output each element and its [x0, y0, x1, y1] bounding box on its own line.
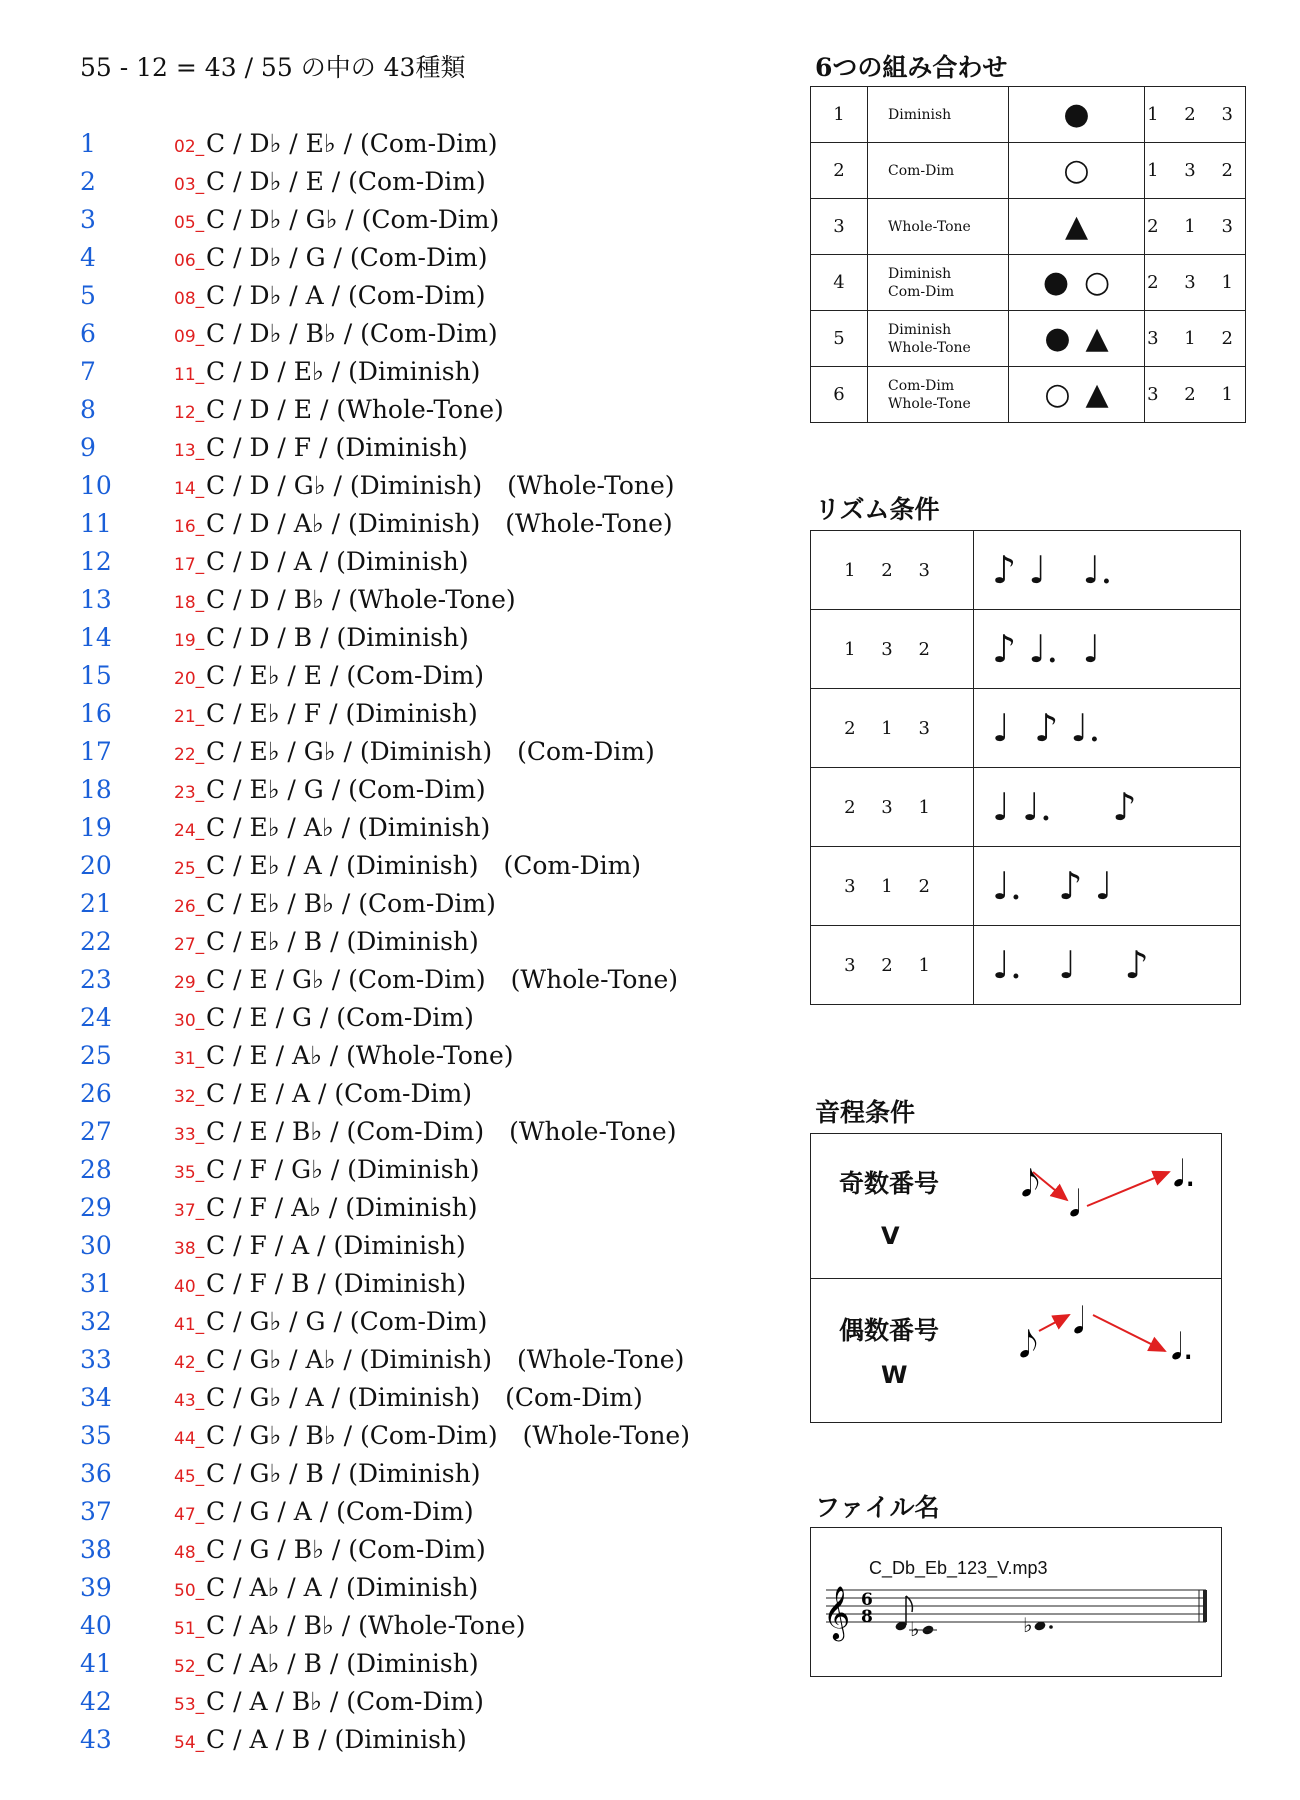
combo-order: 2 3 1 — [1145, 255, 1246, 311]
rhythm-heading: リズム条件 — [815, 495, 940, 524]
item-code: 03_ — [174, 175, 205, 195]
item-code: 45_ — [174, 1467, 205, 1487]
item-chord: C / A♭ / A / (Diminish) — [206, 1573, 479, 1602]
combo-scales — [868, 87, 1009, 143]
item-number: 23 — [80, 965, 112, 994]
item-chord: C / E♭ / G♭ / (Diminish) (Com-Dim) — [206, 737, 655, 766]
item-number: 9 — [80, 433, 96, 462]
item-chord: C / D♭ / E♭ / (Com-Dim) — [206, 129, 498, 158]
item-code: 33_ — [174, 1125, 205, 1145]
item-code: 35_ — [174, 1163, 205, 1183]
item-chord: C / F / A / (Diminish) — [206, 1231, 466, 1260]
item-chord: C / F / A♭ / (Diminish) — [206, 1193, 478, 1222]
item-number: 38 — [80, 1535, 112, 1564]
item-number: 11 — [80, 509, 112, 538]
rhythm-notes: ♩ ♩. ♪ — [974, 768, 1241, 847]
item-code: 47_ — [174, 1505, 205, 1525]
combo-symbols: ● ○ — [1009, 255, 1145, 311]
combo-symbols: ○ — [1009, 143, 1145, 199]
combo-scale: Com-Dim — [888, 283, 955, 300]
odd-contour-diagram — [811, 1134, 1221, 1277]
even-section — [811, 1278, 1221, 1422]
rhythm-notes: ♩ ♪ ♩. — [974, 689, 1241, 768]
item-chord: C / D♭ / E / (Com-Dim) — [206, 167, 486, 196]
item-number: 34 — [80, 1383, 112, 1412]
combo-scales — [868, 143, 1009, 199]
item-number: 6 — [80, 319, 96, 348]
item-chord: C / E♭ / F / (Diminish) — [206, 699, 478, 728]
item-number: 1 — [80, 129, 96, 158]
item-number: 15 — [80, 661, 112, 690]
item-chord: C / D / A / (Diminish) — [206, 547, 469, 576]
item-code: 05_ — [174, 213, 205, 233]
combos-heading: 6つの組み合わせ — [815, 53, 1008, 82]
item-number: 18 — [80, 775, 112, 804]
item-chord: C / G♭ / B♭ / (Com-Dim) (Whole-Tone) — [206, 1421, 690, 1450]
item-code: 50_ — [174, 1581, 205, 1601]
svg-text:𝅘𝅥𝅮: 𝅘𝅥𝅮 — [1021, 1164, 1040, 1205]
svg-text:𝅘𝅥.: 𝅘𝅥. — [1173, 1154, 1196, 1195]
odd-section — [811, 1134, 1221, 1277]
item-code: 16_ — [174, 517, 205, 537]
item-number: 43 — [80, 1725, 112, 1754]
item-chord: C / E♭ / B♭ / (Com-Dim) — [206, 889, 496, 918]
combo-scale: Com-Dim — [888, 162, 955, 179]
item-chord: C / D / G♭ / (Diminish) (Whole-Tone) — [206, 471, 675, 500]
odd-code: V — [881, 1222, 900, 1250]
item-number: 33 — [80, 1345, 112, 1374]
svg-text:♭: ♭ — [910, 1617, 920, 1641]
combo-number: 1 — [811, 87, 868, 143]
item-number: 10 — [80, 471, 112, 500]
combo-scales — [868, 367, 1009, 423]
rhythm-notes: ♩. ♪ ♩ — [974, 847, 1241, 926]
rhythm-row — [811, 768, 1241, 847]
item-chord: C / D♭ / A / (Com-Dim) — [206, 281, 486, 310]
item-number: 39 — [80, 1573, 112, 1602]
rhythm-table — [810, 530, 1241, 1005]
item-chord: C / E♭ / B / (Diminish) — [206, 927, 479, 956]
item-code: 52_ — [174, 1657, 205, 1677]
combo-scale: Com-Dim — [888, 377, 955, 394]
rhythm-order: 2 3 1 — [811, 768, 974, 847]
item-code: 09_ — [174, 327, 205, 347]
rhythm-row — [811, 689, 1241, 768]
item-chord: C / E♭ / A♭ / (Diminish) — [206, 813, 491, 842]
rhythm-notes: ♪ ♩ ♩. — [974, 531, 1241, 610]
svg-text:8: 8 — [861, 1607, 873, 1627]
item-code: 17_ — [174, 555, 205, 575]
item-number: 29 — [80, 1193, 112, 1222]
combo-scale: Diminish — [888, 321, 952, 338]
rhythm-notes: ♩. ♩ ♪ — [974, 926, 1241, 1005]
item-chord: C / G / A / (Com-Dim) — [206, 1497, 474, 1526]
item-code: 42_ — [174, 1353, 205, 1373]
combo-scales — [868, 311, 1009, 367]
combo-order: 1 2 3 — [1145, 87, 1246, 143]
item-chord: C / D / B / (Diminish) — [206, 623, 469, 652]
combo-row — [811, 311, 1246, 367]
combo-symbols: ● — [1009, 87, 1145, 143]
item-number: 28 — [80, 1155, 112, 1184]
combo-scale: Whole-Tone — [888, 395, 971, 412]
item-chord: C / E♭ / E / (Com-Dim) — [206, 661, 484, 690]
combo-scales — [868, 199, 1009, 255]
item-chord: C / E / A♭ / (Whole-Tone) — [206, 1041, 514, 1070]
item-code: 22_ — [174, 745, 205, 765]
item-code: 32_ — [174, 1087, 205, 1107]
item-code: 29_ — [174, 973, 205, 993]
combo-number: 2 — [811, 143, 868, 199]
rhythm-order: 1 3 2 — [811, 610, 974, 689]
rhythm-row — [811, 926, 1241, 1005]
even-contour-diagram — [811, 1279, 1221, 1422]
item-code: 37_ — [174, 1201, 205, 1221]
item-number: 30 — [80, 1231, 112, 1260]
combo-scale: Whole-Tone — [888, 218, 971, 235]
item-number: 4 — [80, 243, 96, 272]
item-number: 21 — [80, 889, 112, 918]
combo-scale: Diminish — [888, 265, 952, 282]
item-code: 41_ — [174, 1315, 205, 1335]
item-number: 27 — [80, 1117, 112, 1146]
item-number: 41 — [80, 1649, 112, 1678]
svg-text:𝅘𝅥.: 𝅘𝅥. — [1171, 1327, 1194, 1368]
combo-scales — [868, 255, 1009, 311]
rhythm-order: 3 2 1 — [811, 926, 974, 1005]
item-number: 35 — [80, 1421, 112, 1450]
item-number: 22 — [80, 927, 112, 956]
item-code: 23_ — [174, 783, 205, 803]
item-chord: C / E / A / (Com-Dim) — [206, 1079, 472, 1108]
item-code: 44_ — [174, 1429, 205, 1449]
item-chord: C / G♭ / A / (Diminish) (Com-Dim) — [206, 1383, 643, 1412]
item-chord: C / E♭ / G / (Com-Dim) — [206, 775, 486, 804]
item-number: 5 — [80, 281, 96, 310]
item-chord: C / D♭ / G / (Com-Dim) — [206, 243, 488, 272]
item-code: 18_ — [174, 593, 205, 613]
item-number: 12 — [80, 547, 112, 576]
combo-row — [811, 199, 1246, 255]
item-code: 48_ — [174, 1543, 205, 1563]
item-code: 06_ — [174, 251, 205, 271]
item-number: 7 — [80, 357, 96, 386]
combo-scale: Whole-Tone — [888, 339, 971, 356]
svg-text:𝅘𝅥𝅮: 𝅘𝅥𝅮 — [1019, 1325, 1038, 1366]
item-number: 26 — [80, 1079, 112, 1108]
item-code: 54_ — [174, 1733, 205, 1753]
combo-number: 6 — [811, 367, 868, 423]
item-number: 32 — [80, 1307, 112, 1336]
item-number: 20 — [80, 851, 112, 880]
combo-number: 5 — [811, 311, 868, 367]
item-number: 17 — [80, 737, 112, 766]
item-code: 12_ — [174, 403, 205, 423]
staff-notation — [811, 1528, 1221, 1676]
item-chord: C / D / B♭ / (Whole-Tone) — [206, 585, 516, 614]
combo-scale: Diminish — [888, 106, 952, 123]
item-chord: C / G♭ / B / (Diminish) — [206, 1459, 481, 1488]
item-chord: C / D♭ / B♭ / (Com-Dim) — [206, 319, 498, 348]
item-chord: C / G / B♭ / (Com-Dim) — [206, 1535, 486, 1564]
even-code: W — [881, 1361, 908, 1389]
item-code: 27_ — [174, 935, 205, 955]
item-chord: C / E / G♭ / (Com-Dim) (Whole-Tone) — [206, 965, 679, 994]
item-chord: C / D♭ / G♭ / (Com-Dim) — [206, 205, 500, 234]
combo-row — [811, 255, 1246, 311]
item-number: 42 — [80, 1687, 112, 1716]
item-chord: C / G♭ / G / (Com-Dim) — [206, 1307, 488, 1336]
item-code: 43_ — [174, 1391, 205, 1411]
item-chord: C / F / B / (Diminish) — [206, 1269, 467, 1298]
svg-text:𝅘𝅥: 𝅘𝅥 — [1073, 1301, 1085, 1342]
item-chord: C / E / G / (Com-Dim) — [206, 1003, 474, 1032]
odd-label: 奇数番号 — [839, 1169, 940, 1198]
item-number: 2 — [80, 167, 96, 196]
combo-number: 4 — [811, 255, 868, 311]
item-code: 13_ — [174, 441, 205, 461]
item-number: 25 — [80, 1041, 112, 1070]
rhythm-row — [811, 847, 1241, 926]
combo-row — [811, 143, 1246, 199]
combo-symbols: ● ▲ — [1009, 311, 1145, 367]
item-code: 30_ — [174, 1011, 205, 1031]
item-number: 40 — [80, 1611, 112, 1640]
svg-text:𝄞: 𝄞 — [823, 1585, 851, 1639]
svg-text:♭: ♭ — [1023, 1613, 1033, 1637]
combo-row — [811, 367, 1246, 423]
interval-heading: 音程条件 — [815, 1098, 916, 1127]
item-chord: C / D / E♭ / (Diminish) — [206, 357, 481, 386]
item-chord: C / D / E / (Whole-Tone) — [206, 395, 504, 424]
combo-order: 1 3 2 — [1145, 143, 1246, 199]
item-number: 16 — [80, 699, 112, 728]
item-chord: C / E♭ / A / (Diminish) (Com-Dim) — [206, 851, 642, 880]
item-code: 38_ — [174, 1239, 205, 1259]
item-number: 13 — [80, 585, 112, 614]
item-chord: C / D / A♭ / (Diminish) (Whole-Tone) — [206, 509, 673, 538]
item-chord: C / A♭ / B / (Diminish) — [206, 1649, 479, 1678]
combo-order: 3 1 2 — [1145, 311, 1246, 367]
item-code: 19_ — [174, 631, 205, 651]
svg-text:6: 6 — [861, 1590, 873, 1610]
combo-number: 3 — [811, 199, 868, 255]
combo-order: 3 2 1 — [1145, 367, 1246, 423]
item-code: 25_ — [174, 859, 205, 879]
rhythm-row — [811, 610, 1241, 689]
item-chord: C / G♭ / A♭ / (Diminish) (Whole-Tone) — [206, 1345, 685, 1374]
item-number: 31 — [80, 1269, 112, 1298]
item-number: 14 — [80, 623, 112, 652]
item-chord: C / D / F / (Diminish) — [206, 433, 468, 462]
item-code: 02_ — [174, 137, 205, 157]
combo-symbols: ▲ — [1009, 199, 1145, 255]
page-title: 55 - 12 = 43 / 55 の中の 43種類 — [80, 53, 466, 82]
item-chord: C / A / B♭ / (Com-Dim) — [206, 1687, 484, 1716]
rhythm-order: 1 2 3 — [811, 531, 974, 610]
rhythm-order: 2 1 3 — [811, 689, 974, 768]
even-label: 偶数番号 — [839, 1316, 940, 1345]
item-number: 3 — [80, 205, 96, 234]
item-chord: C / A / B / (Diminish) — [206, 1725, 467, 1754]
item-number: 19 — [80, 813, 112, 842]
rhythm-order: 3 1 2 — [811, 847, 974, 926]
item-code: 24_ — [174, 821, 205, 841]
combo-row — [811, 87, 1246, 143]
item-code: 21_ — [174, 707, 205, 727]
item-code: 51_ — [174, 1619, 205, 1639]
filename-value: C_Db_Eb_123_V.mp3 — [869, 1558, 1048, 1578]
combo-order: 2 1 3 — [1145, 199, 1246, 255]
combo-symbols: ○ ▲ — [1009, 367, 1145, 423]
item-code: 20_ — [174, 669, 205, 689]
item-code: 11_ — [174, 365, 205, 385]
item-number: 8 — [80, 395, 96, 424]
item-number: 36 — [80, 1459, 112, 1488]
item-code: 14_ — [174, 479, 205, 499]
filename-heading: ファイル名 — [815, 1493, 940, 1522]
item-code: 53_ — [174, 1695, 205, 1715]
rhythm-notes: ♪ ♩. ♩ — [974, 610, 1241, 689]
combos-table — [810, 86, 1246, 423]
svg-text:𝅘𝅥: 𝅘𝅥 — [1069, 1184, 1081, 1225]
item-chord: C / F / G♭ / (Diminish) — [206, 1155, 480, 1184]
rhythm-row — [811, 531, 1241, 610]
item-code: 40_ — [174, 1277, 205, 1297]
item-chord: C / E / B♭ / (Com-Dim) (Whole-Tone) — [206, 1117, 677, 1146]
interval-box — [810, 1133, 1222, 1423]
item-code: 26_ — [174, 897, 205, 917]
item-code: 08_ — [174, 289, 205, 309]
filename-box — [810, 1527, 1222, 1677]
item-number: 37 — [80, 1497, 112, 1526]
item-number: 24 — [80, 1003, 112, 1032]
item-code: 31_ — [174, 1049, 205, 1069]
item-chord: C / A♭ / B♭ / (Whole-Tone) — [206, 1611, 526, 1640]
